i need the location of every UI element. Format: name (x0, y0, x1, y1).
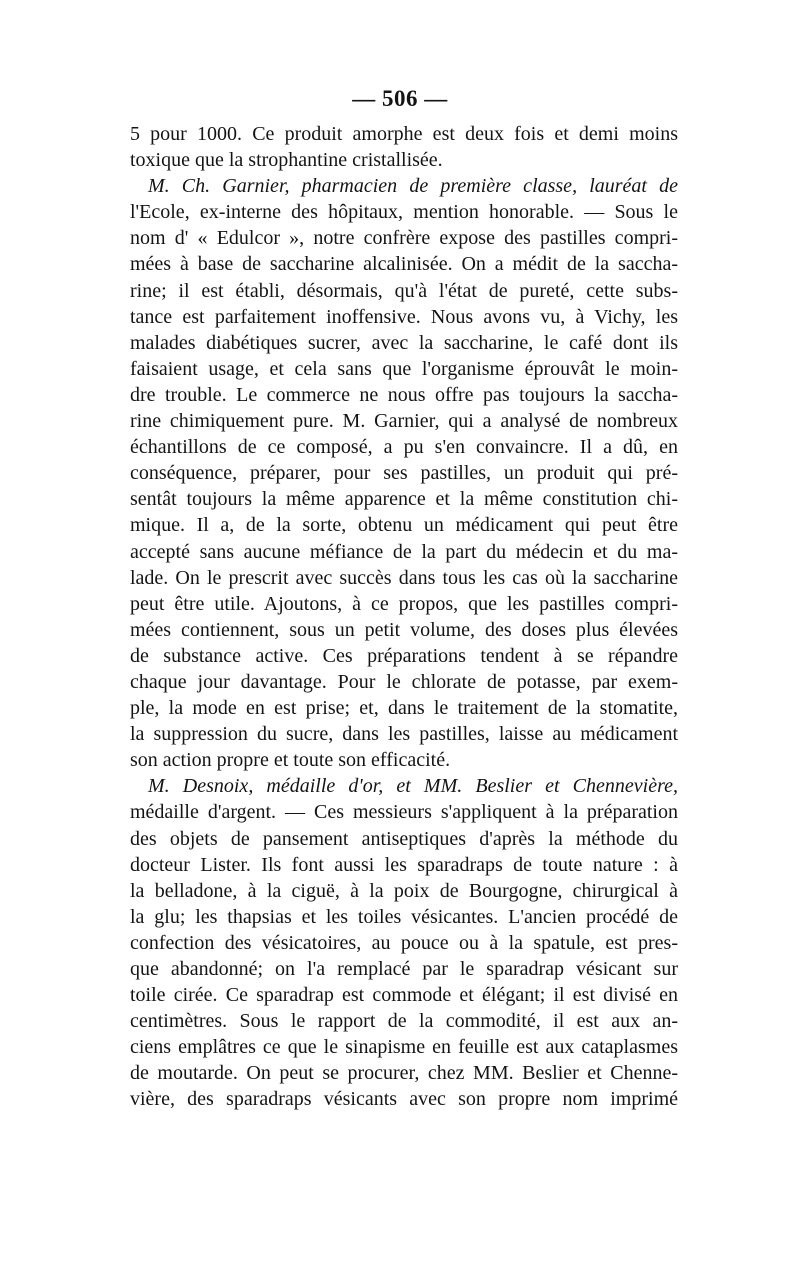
body-text (130, 121, 678, 1113)
text-line: chaque jour davantage. Pour le chlorate de potasse, par exem- (130, 670, 678, 693)
text-line: la belladone, à la ciguë, à la poix de Bourgogne, chirurgical à (130, 879, 678, 902)
text-line: vière, des sparadraps vésicants avec son propre nom imprimé (130, 1088, 678, 1111)
page-number: — 506 — (352, 86, 448, 111)
text-line: toxique que la strophantine cristallisée. (130, 149, 443, 172)
text-line: ple, la mode en est prise; et, dans le traitement de la stomatite, (130, 697, 678, 720)
text-line: ciens emplâtres ce que le sinapisme en feuille est aux cataplasmes (130, 1036, 678, 1059)
text-line: rine; il est établi, désormais, qu'à l'état de pureté, cette subs- (130, 279, 678, 302)
text-line (130, 173, 678, 199)
text-line: l'Ecole, ex-interne des hôpitaux, mention honorable. — Sous le (130, 201, 678, 224)
text-line: malades diabétiques sucrer, avec la saccharine, le café dont ils (130, 331, 678, 354)
text-line: conséquence, préparer, pour ses pastilles, un produit qui pré- (130, 462, 678, 485)
text-line-content: M. Ch. Garnier, pharmacien de première classe, lauréat de (148, 175, 678, 198)
text-line: peut être utile. Ajoutons, à ce propos, que les pastilles compri- (130, 592, 678, 615)
text-line-content: M. Desnoix, médaille d'or, et MM. Beslier et Chennevière, (148, 775, 678, 798)
text-line: la glu; les thapsias et les toiles vésicantes. L'ancien procédé de (130, 905, 678, 928)
text-line: lade. On le prescrit avec succès dans tous les cas où la saccharine (130, 566, 678, 589)
text-line: mées à base de saccharine alcalinisée. On a médit de la saccha- (130, 253, 678, 276)
text-line: mique. Il a, de la sorte, obtenu un médicament qui peut être (130, 514, 678, 537)
text-line: de moutarde. On peut se procurer, chez MM. Beslier et Chenne- (130, 1062, 678, 1085)
text-line: médaille d'argent. — Ces messieurs s'appliquent à la préparation (130, 801, 678, 824)
text-line: sentât toujours la même apparence et la même constitution chi- (130, 488, 678, 511)
text-line: 5 pour 1000. Ce produit amorphe est deux fois et demi moins (130, 123, 678, 145)
text-line: son action propre et toute son efficacité. (130, 749, 451, 772)
text-line: docteur Lister. Ils font aussi les sparadraps de toute nature : à (130, 853, 678, 876)
text-line: tance est parfaitement inoffensive. Nous avons vu, à Vichy, les (130, 305, 678, 328)
text-line: dre trouble. Le commerce ne nous offre pas toujours la saccha- (130, 383, 678, 406)
text-line: confection des vésicatoires, au pouce ou à la spatule, est pres- (130, 931, 678, 954)
text-line: nom d' « Edulcor », notre confrère expose des pastilles compri- (130, 227, 678, 250)
text-line: échantillons de ce composé, a pu s'en convaincre. Il a dû, en (130, 436, 678, 459)
text-line: accepté sans aucune méfiance de la part du médecin et du ma- (130, 540, 678, 563)
text-line: des objets de pansement antiseptiques d'après la méthode du (130, 827, 678, 850)
text-line: centimètres. Sous le rapport de la commodité, il est aux an- (130, 1010, 678, 1033)
text-line: rine chimiquement pure. M. Garnier, qui a analysé de nombreux (130, 410, 678, 433)
text-line: que abandonné; on l'a remplacé par le sparadrap vésicant sur (130, 958, 678, 980)
text-line: mées contiennent, sous un petit volume, des doses plus élevées (130, 618, 678, 641)
text-line: la suppression du sucre, dans les pastilles, laisse au médicament (130, 723, 678, 746)
text-line: faisaient usage, et cela sans que l'organisme éprouvât le moin- (130, 357, 678, 380)
text-line: de substance active. Ces préparations tendent à se répandre (130, 644, 678, 667)
text-line: toile cirée. Ce sparadrap est commode et élégant; il est divisé en (130, 984, 678, 1007)
text-line (130, 773, 678, 799)
